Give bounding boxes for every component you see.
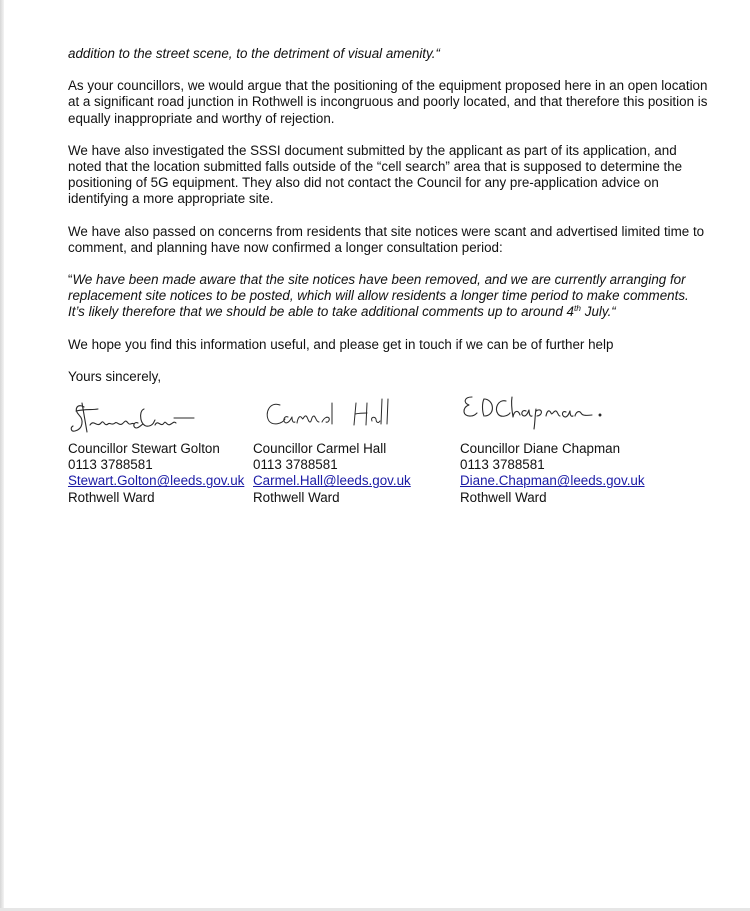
signatory-name: Councillor Stewart Golton (68, 441, 220, 457)
paragraph-positioning-argument: As your councillors, we would argue that the positioning of the equipment proposed here in an open location at a significant road junction in Rothwell is incongruous and poorly located, and that therefore this position is equally inappropriate and worthy of rejection. (68, 78, 708, 126)
paragraph-closing: We hope you find this information useful, and please get in touch if we can be of further help (68, 336, 614, 352)
signatory-stewart-golton (68, 441, 244, 506)
signatory-phone: 0113 3788581 (68, 457, 153, 473)
signatory-phone: 0113 3788581 (460, 457, 545, 473)
quote-superscript: th (573, 303, 582, 314)
signatory-ward: Rothwell Ward (253, 489, 340, 505)
paragraph-sssi-investigation: We have also investigated the SSSI document submitted by the applicant as part of its application, and noted that the location submitted falls outside of the “cell search” area that is supposed to determine the positioning of 5G equipment. They also did not contact the Council for any pre-application advice on identifying a more appropriate site. (68, 142, 683, 207)
signatory-diane-chapman (460, 441, 645, 506)
signatory-phone: 0113 3788581 (253, 457, 338, 473)
planning-quote (68, 272, 708, 321)
paragraph-quote-continuation: addition to the street scene, to the detriment of visual amenity.“ (68, 46, 440, 61)
signatory-contacts (68, 441, 708, 511)
quote-text-end: July.“ (581, 304, 616, 320)
letter-body (68, 46, 708, 511)
page-edge-shadow (0, 0, 4, 911)
signatory-name: Councillor Carmel Hall (253, 441, 387, 457)
signatures-row (68, 395, 708, 441)
sign-off: Yours sincerely, (68, 368, 162, 384)
signatory-name: Councillor Diane Chapman (460, 441, 621, 457)
paragraph-site-notices: We have also passed on concerns from residents that site notices were scant and advertised limited time to comment, and planning have now confirmed a longer consultation period: (68, 223, 705, 255)
signatory-email-link[interactable]: Stewart.Golton@leeds.gov.uk (68, 473, 245, 489)
signatory-ward: Rothwell Ward (460, 489, 547, 505)
signatory-ward: Rothwell Ward (68, 489, 155, 505)
quote-open-mark: “ (68, 272, 73, 288)
signature-diane-chapman-icon (460, 391, 635, 431)
quote-text: We have been made aware that the site notices have been removed, and we are currently arranging for replacement site notices to be posted, which will allow residents a longer time period to make comments. It’s likely therefore that we should be able to take additional comments up to around 4 (68, 272, 689, 320)
signatory-email-link[interactable]: Diane.Chapman@leeds.gov.uk (460, 473, 645, 489)
signatory-carmel-hall (253, 441, 411, 506)
signature-carmel-hall-icon (264, 391, 404, 435)
signatory-email-link[interactable]: Carmel.Hall@leeds.gov.uk (253, 473, 411, 489)
signature-stewart-golton-icon (70, 397, 195, 437)
